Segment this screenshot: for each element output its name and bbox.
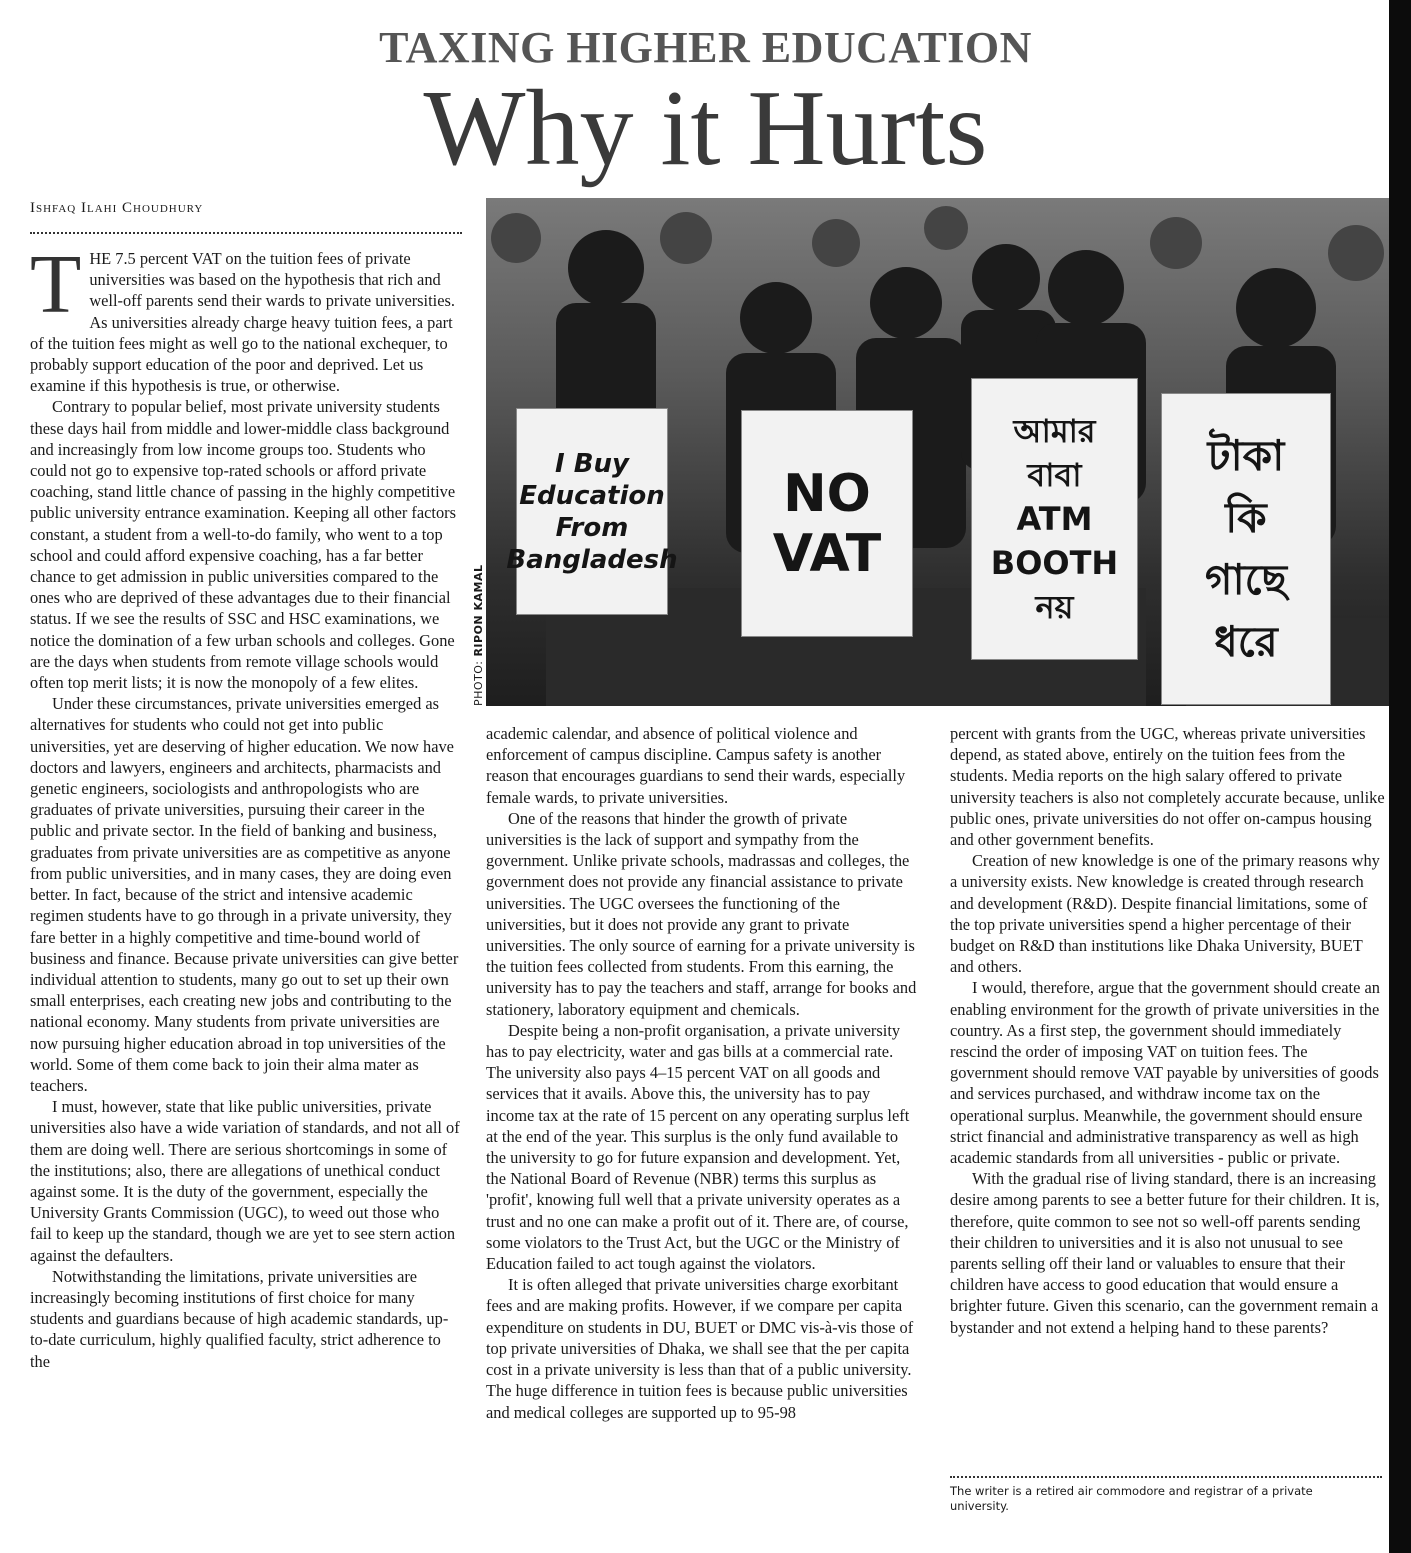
protest-sign-education: I Buy Education From Bangladesh bbox=[516, 408, 668, 615]
article-column-1 bbox=[30, 238, 462, 1372]
paragraph-8-continued: percent with grants from the UGC, whereas private universities depend, as stated above, entirely on the tuition fees from the students. Media reports on the high salary offered to private university teachers is also not completely accurate because, unlike public ones, private universities do not offer on-campus housing and other government benefits. bbox=[950, 724, 1385, 850]
article-column-3 bbox=[950, 723, 1386, 1338]
paragraph-8: It is often alleged that private universities charge exorbitant fees and are making profits. However, if we compare per capita expenditure on students in DU, BUET or DMC vis-à-vis those of top private universities of Dhaka, we shall see that the per capita cost in a private university is less than that of a public university. The huge difference in tuition fees is because public universities and medical colleges are supported up to 95-98 bbox=[486, 1275, 914, 1422]
protest-photo bbox=[486, 198, 1389, 706]
photo-credit bbox=[472, 565, 485, 706]
paragraph-4: I must, however, state that like public universities, private universities also have a wide variation of standards, and not all of them are doing well. There are serious shortcomings in some of the institutions; also, there are allegations of unethical conduct against some. It is the duty of the government, especially the University Grants Commission (UGC), to weed out those who fail to keep up the standard, though we are yet to see stern action against the defaulters. bbox=[30, 1097, 460, 1265]
author-note: The writer is a retired air commodore and registrar of a private university. bbox=[950, 1484, 1313, 1513]
article-headline: Why it Hurts bbox=[423, 69, 988, 188]
note-divider bbox=[950, 1476, 1382, 1478]
protest-sign-no-vat: NO VAT bbox=[741, 410, 913, 637]
paragraph-3: Under these circumstances, private universities emerged as alternatives for students who could not get into public universities, yet are deserving of higher education. We now have doctors and lawyers, engineers and architects, pharmacists and genetic engineers, sociologists and anthropologists who are graduates of private universities, pursuing their career in the public and private sector. In the field of banking and business, graduates from private universities are as competitive as anyone from public universities, and in many cases, they are doing even better. In fact, because of the strict and intensive academic regimen students have to go through in a private university, they fare better in a highly competitive and time-bound world of business and finance. Because private universities can give better individual attention to students, many go out to set up their own small enterprises, each creating new jobs and contributing to the national economy. Many students from private universities are now pursuing higher education abroad in top universities of the world. Some of them come back to join their alma mater as teachers. bbox=[30, 694, 459, 1095]
paragraph-11: With the gradual rise of living standard, there is an increasing desire among parents to see a better future for their children. It is, therefore, quite common to see not so well-off parents sending their children to universities and it is also not unusual to see parents selling off their land or valuables to ensure that their children have access to good education that would ensure a brighter future. Given this scenario, can the government remain a bystander and not extend a helping hand to these parents? bbox=[950, 1169, 1380, 1337]
paragraph-5: Notwithstanding the limitations, private universities are increasingly becoming institutions of first choice for many students and guardians because of high academic standards, up-to-date curriculum, highly qualified faculty, strict adherence to the bbox=[30, 1266, 449, 1371]
paragraph-2: Contrary to popular belief, most private university students these days hail from middle and lower-middle class background and increasingly from low income groups too. Students who could not go to expensive top-rated schools or afford private coaching, stand little chance of passing in the highly competitive public university entrance examination. Keeping all other factors constant, a student from a well-to-do family, who went to a top school and could afford expensive coaching, has a far better chance to get admission in public universities compared to the ones who are deprived of these advantages due to their financial status. If we see the results of SSC and HSC examinations, we notice the domination of a few urban schools and colleges. Gone are the days when students from remote village schools would often top merit lists; it is now the monopoly of a few elites. bbox=[30, 397, 457, 693]
drop-cap: T bbox=[30, 238, 82, 331]
byline-divider bbox=[30, 232, 462, 234]
paragraph-10: I would, therefore, argue that the government should create an enabling environment for the growth of private universities in the country. As a first step, the government should immediately rescind the order of imposing VAT on tuition fees. The government should remove VAT payable by universities of goods and services purchased, and withdraw income tax on the operational surplus. Meanwhile, the government should ensure strict financial and administrative transparency as well as high academic standards from all universities - public or private. bbox=[950, 978, 1380, 1168]
paragraph-5-continued: academic calendar, and absence of political violence and enforcement of campus discipline. Campus safety is another reason that encourages guardians to send their wards, especially female wards, to private universities. bbox=[486, 724, 906, 807]
paragraph-7: Despite being a non-profit organisation, a private university has to pay electricity, water and gas bills at a commercial rate. The university also pays 4–15 percent VAT on all goods and services that it avails. Above this, the university has to pay income tax at the rate of 15 percent on any operating surplus left at the end of the year. This surplus is the only fund available to the university to go for future expansion and development. Yet, the National Board of Revenue (NBR) terms this surplus as 'profit', knowing full well that a private university operates as a trust and no one can make a profit out of it. There are, of course, some violators to the Trust Act, but the UGC or the Ministry of Education failed to act tough against the violators. bbox=[486, 1020, 910, 1274]
photo-credit-name: RIPON KAMAL bbox=[472, 564, 485, 657]
protest-sign-atm-booth: আমার বাবা ATM BOOTH নয় bbox=[971, 378, 1138, 660]
photo-credit-prefix: PHOTO: bbox=[472, 656, 485, 706]
paragraph-9: Creation of new knowledge is one of the primary reasons why a university exists. New knowledge is created through research and development (R&D). Despite financial limitations, some of the top private universities spend a higher percentage of their budget on R&D than institutions like Dhaka University, BUET and others. bbox=[950, 851, 1380, 977]
section-kicker: TAXING HIGHER EDUCATION bbox=[379, 23, 1032, 72]
page-edge-strip bbox=[1389, 0, 1411, 1553]
author-byline: Ishfaq Ilahi Choudhury bbox=[30, 200, 204, 216]
protest-sign-money-trees: টাকা কি গাছে ধরে bbox=[1161, 393, 1331, 705]
paragraph-1 bbox=[30, 238, 462, 396]
paragraph-1-text: HE 7.5 percent VAT on the tuition fees of private universities was based on the hypothesis that rich and well-off parents send their wards to private universities. As universities already charge heavy tuition fees, a part of the tuition fees might as well go to the national exchequer, to probably support education of the poor and deprived. Let us examine if this hypothesis is true, or otherwise. bbox=[30, 249, 455, 396]
article-column-2 bbox=[486, 723, 921, 1423]
paragraph-6: One of the reasons that hinder the growth of private universities is the lack of support and sympathy from the government. Unlike private schools, madrassas and colleges, the government does not provide any financial assistance to private universities. The UGC oversees the functioning of the universities, but it does not provide any grant to private universities. The only source of earning for a private university is the tuition fees collected from students. From this earning, the university has to pay the teachers and staff, arrange for books and stationery, laboratory equipment and chemicals. bbox=[486, 808, 917, 1019]
